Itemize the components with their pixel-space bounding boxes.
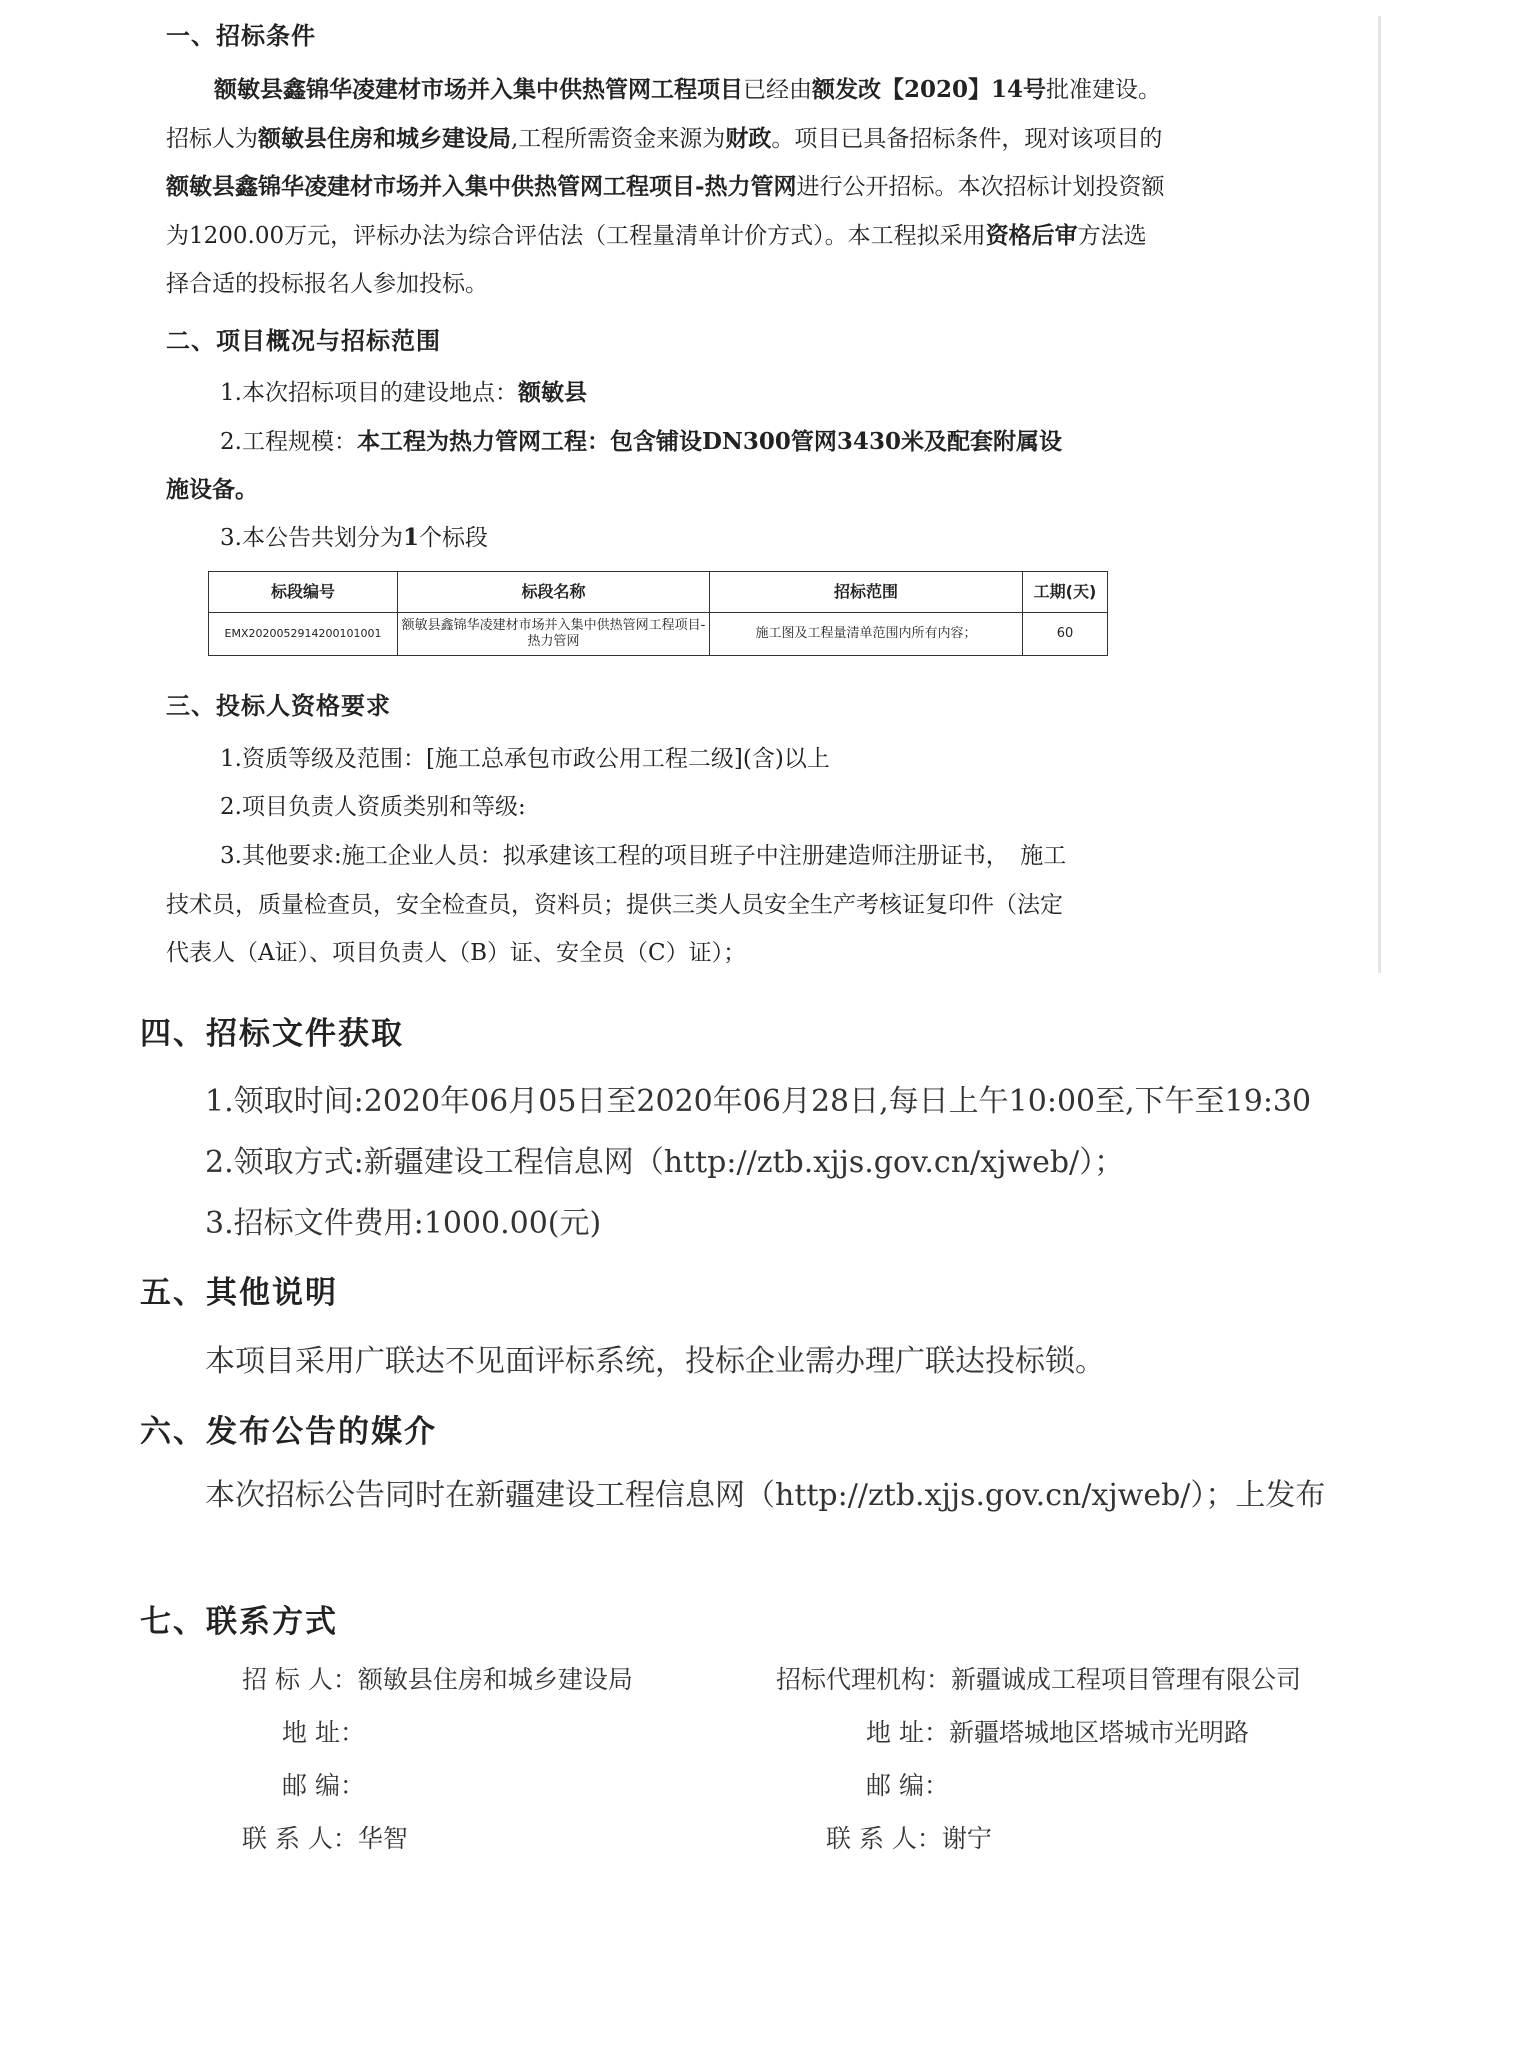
section2-item3: 3.本公告共划分为1个标段 (220, 524, 488, 551)
section3-item3: 3.其他要求:施工企业人员：拟承建该工程的项目班子中注册建造师注册证书， 施工 (220, 843, 1067, 869)
contact-tenderer-postcode: 邮 编： (282, 1771, 365, 1800)
table-header-row (209, 572, 1108, 613)
table-header: 工期(天) (1023, 572, 1108, 613)
bid-section-table (208, 571, 1108, 656)
section4-item2: 2.领取方式:新疆建设工程信息网（http://ztb.xjjs.gov.cn/xjweb/）； (205, 1145, 1125, 1180)
section5-text: 本项目采用广联达不见面评标系统，投标企业需办理广联达投标锁。 (205, 1344, 1105, 1379)
section3-item1: 1.资质等级及范围：[施工总承包市政公用工程二级](含)以上 (220, 746, 830, 772)
section3-item3-line3: 代表人（A证）、项目负责人（B）证、安全员（C）证）； (166, 940, 747, 966)
section1-paragraph: 额敏县鑫锦华凌建材市场并入集中供热管网工程项目已经由额发改【2020】14号批准建设。招标人为额敏县住房和城乡建设局,工程所需资金来源为财政。项目已具备招标条件，现对该项目的额敏县鑫锦华凌建材市场并入集中供热管网工程项目-热力管网进行公开招标。本次招标计划投资额为1200.00万元，评标办法为综合评估法（工程量清单计价方式）。本工程拟采用资格后审方法选择合适的投标报名人参加投标。 (166, 76, 1165, 298)
section-heading-6: 六、发布公告的媒介 (140, 1414, 437, 1450)
contact-agency-address: 地 址：新疆塔城地区塔城市光明路 (866, 1718, 1249, 1747)
contact-agency-person: 联 系 人：谢宁 (826, 1824, 992, 1853)
section-heading-7: 七、联系方式 (140, 1604, 338, 1640)
section2-item2-cont: 施设备。 (166, 476, 258, 503)
tenderer-name: 额敏县住房和城乡建设局 (258, 124, 511, 152)
section4-item1: 1.领取时间:2020年06月05日至2020年06月28日,每日上午10:00至,下午至19:30 (205, 1084, 1312, 1119)
contact-agency: 招标代理机构：新疆诚成工程项目管理有限公司 (776, 1665, 1302, 1694)
section-heading-3: 三、投标人资格要求 (166, 691, 391, 720)
section-heading-4: 四、招标文件获取 (140, 1016, 404, 1052)
approval-number: 额发改【2020】14号 (812, 76, 1047, 103)
bid-project-name: 额敏县鑫锦华凌建材市场并入集中供热管网工程项目-热力管网 (166, 173, 797, 201)
table-cell: EMX2020052914200101001 (209, 613, 398, 656)
table-cell: 额敏县鑫锦华凌建材市场并入集中供热管网工程项目-热力管网 (398, 613, 710, 656)
section3-item2: 2.项目负责人资质类别和等级: (220, 794, 526, 820)
section-heading-5: 五、其他说明 (140, 1275, 338, 1311)
table-header: 标段名称 (398, 572, 710, 613)
contact-agency-postcode: 邮 编： (866, 1771, 949, 1800)
section4-item3: 3.招标文件费用:1000.00(元) (205, 1206, 602, 1241)
contact-tenderer: 招 标 人：额敏县住房和城乡建设局 (242, 1665, 633, 1694)
embedded-announcement-image (140, 16, 1381, 973)
section2-item1: 1.本次招标项目的建设地点：额敏县 (220, 379, 587, 406)
table-header: 招标范围 (710, 572, 1023, 613)
fund-source: 财政 (725, 124, 772, 152)
section3-item3-line2: 技术员，质量检查员，安全检查员，资料员；提供三类人员安全生产考核证复印件（法定 (166, 892, 1063, 918)
qualification-method: 资格后审 (985, 221, 1078, 249)
project-name: 额敏县鑫锦华凌建材市场并入集中供热管网工程项目 (214, 76, 743, 103)
contact-tenderer-address: 地 址： (282, 1718, 365, 1747)
section-heading-1: 一、招标条件 (166, 21, 316, 50)
section2-item2: 2.工程规模：本工程为热力管网工程：包含铺设DN300管网3430米及配套附属设 (220, 428, 1062, 455)
table-cell: 施工图及工程量清单范围内所有内容； (710, 613, 1023, 656)
section6-text: 本次招标公告同时在新疆建设工程信息网（http://ztb.xjjs.gov.cn/xjweb/）；上发布 (205, 1478, 1326, 1513)
table-header: 标段编号 (209, 572, 398, 613)
section-heading-2: 二、项目概况与招标范围 (166, 326, 441, 355)
table-row (209, 613, 1108, 656)
table-cell: 60 (1023, 613, 1108, 656)
contact-tenderer-person: 联 系 人：华智 (242, 1824, 408, 1853)
